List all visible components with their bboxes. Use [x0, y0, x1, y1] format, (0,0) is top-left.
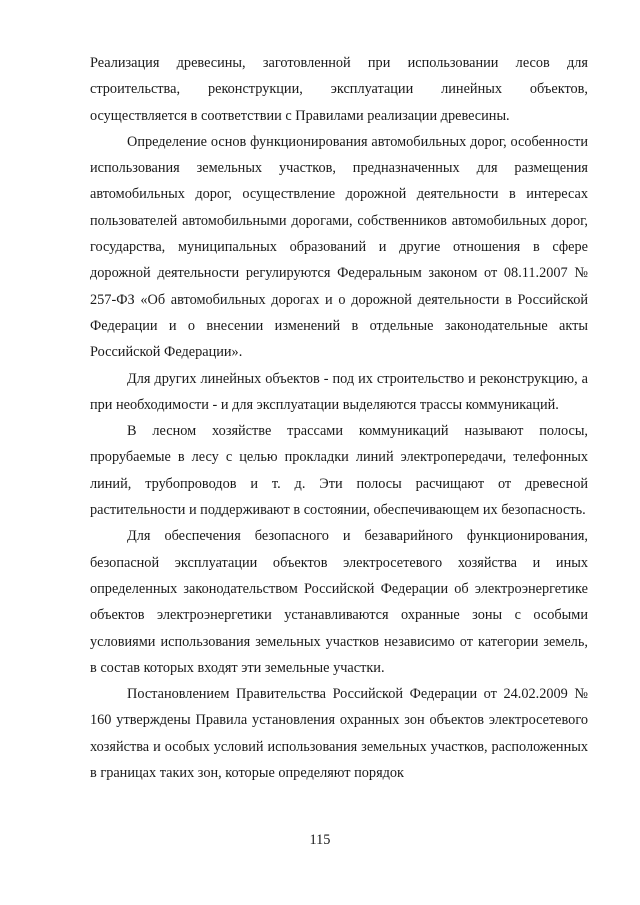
paragraph: Постановлением Правительства Российской Федерации от 24.02.2009 № 160 утверждены Правила установления охранных зон объектов электросетевого хозяйства и особых условий использования земельных участков, расположенных в границах таких зон, которые определяют порядок: [90, 686, 588, 782]
paragraph: В лесном хозяйстве трассами коммуникаций называют полосы, прорубаемые в лесу с целью прокладки линий электропередачи, телефонных линий, трубопроводов и т. д. Эти полосы расчищают от древесной растительности и поддерживают в состоянии, обеспечивающем их безопасность.: [90, 423, 588, 519]
page-number: 115: [309, 832, 331, 848]
paragraph: Для других линейных объектов - под их строительство и реконструкцию, а при необходимости - и для эксплуатации выделяются трассы коммуникаций.: [90, 370, 588, 413]
paragraph: Для обеспечения безопасного и безаварийного функционирования, безопасной эксплуатации объектов электросетевого хозяйства и иных определенных законодательством Российской Федерации об электроэнергетике объектов электроэнергетики устанавливаются охранные зоны с особыми условиями использования земельных участков независимо от категории земель, в состав которых входят эти земельные участки.: [90, 528, 588, 676]
paragraph: Реализация древесины, заготовленной при использовании лесов для строительства, реконструкции, эксплуатации линейных объектов, осуществляется в соответствии с Правилами реализации древесины.: [90, 55, 588, 124]
document-body: [90, 50, 588, 786]
paragraph: Определение основ функционирования автомобильных дорог, особенности использования земельных участков, предназначенных для размещения автомобильных дорог, осуществление дорожной деятельности в интересах пользователей автомобильными дорогами, собственников автомобильных дорог, государства, муниципальных образований и другие отношения в сфере дорожной деятельности регулируются Федеральным законом от 08.11.2007 № 257-ФЗ «Об автомобильных дорогах и о дорожной деятельности в Российской Федерации и о внесении изменений в отдельные законодательные акты Российской Федерации».: [90, 133, 588, 361]
